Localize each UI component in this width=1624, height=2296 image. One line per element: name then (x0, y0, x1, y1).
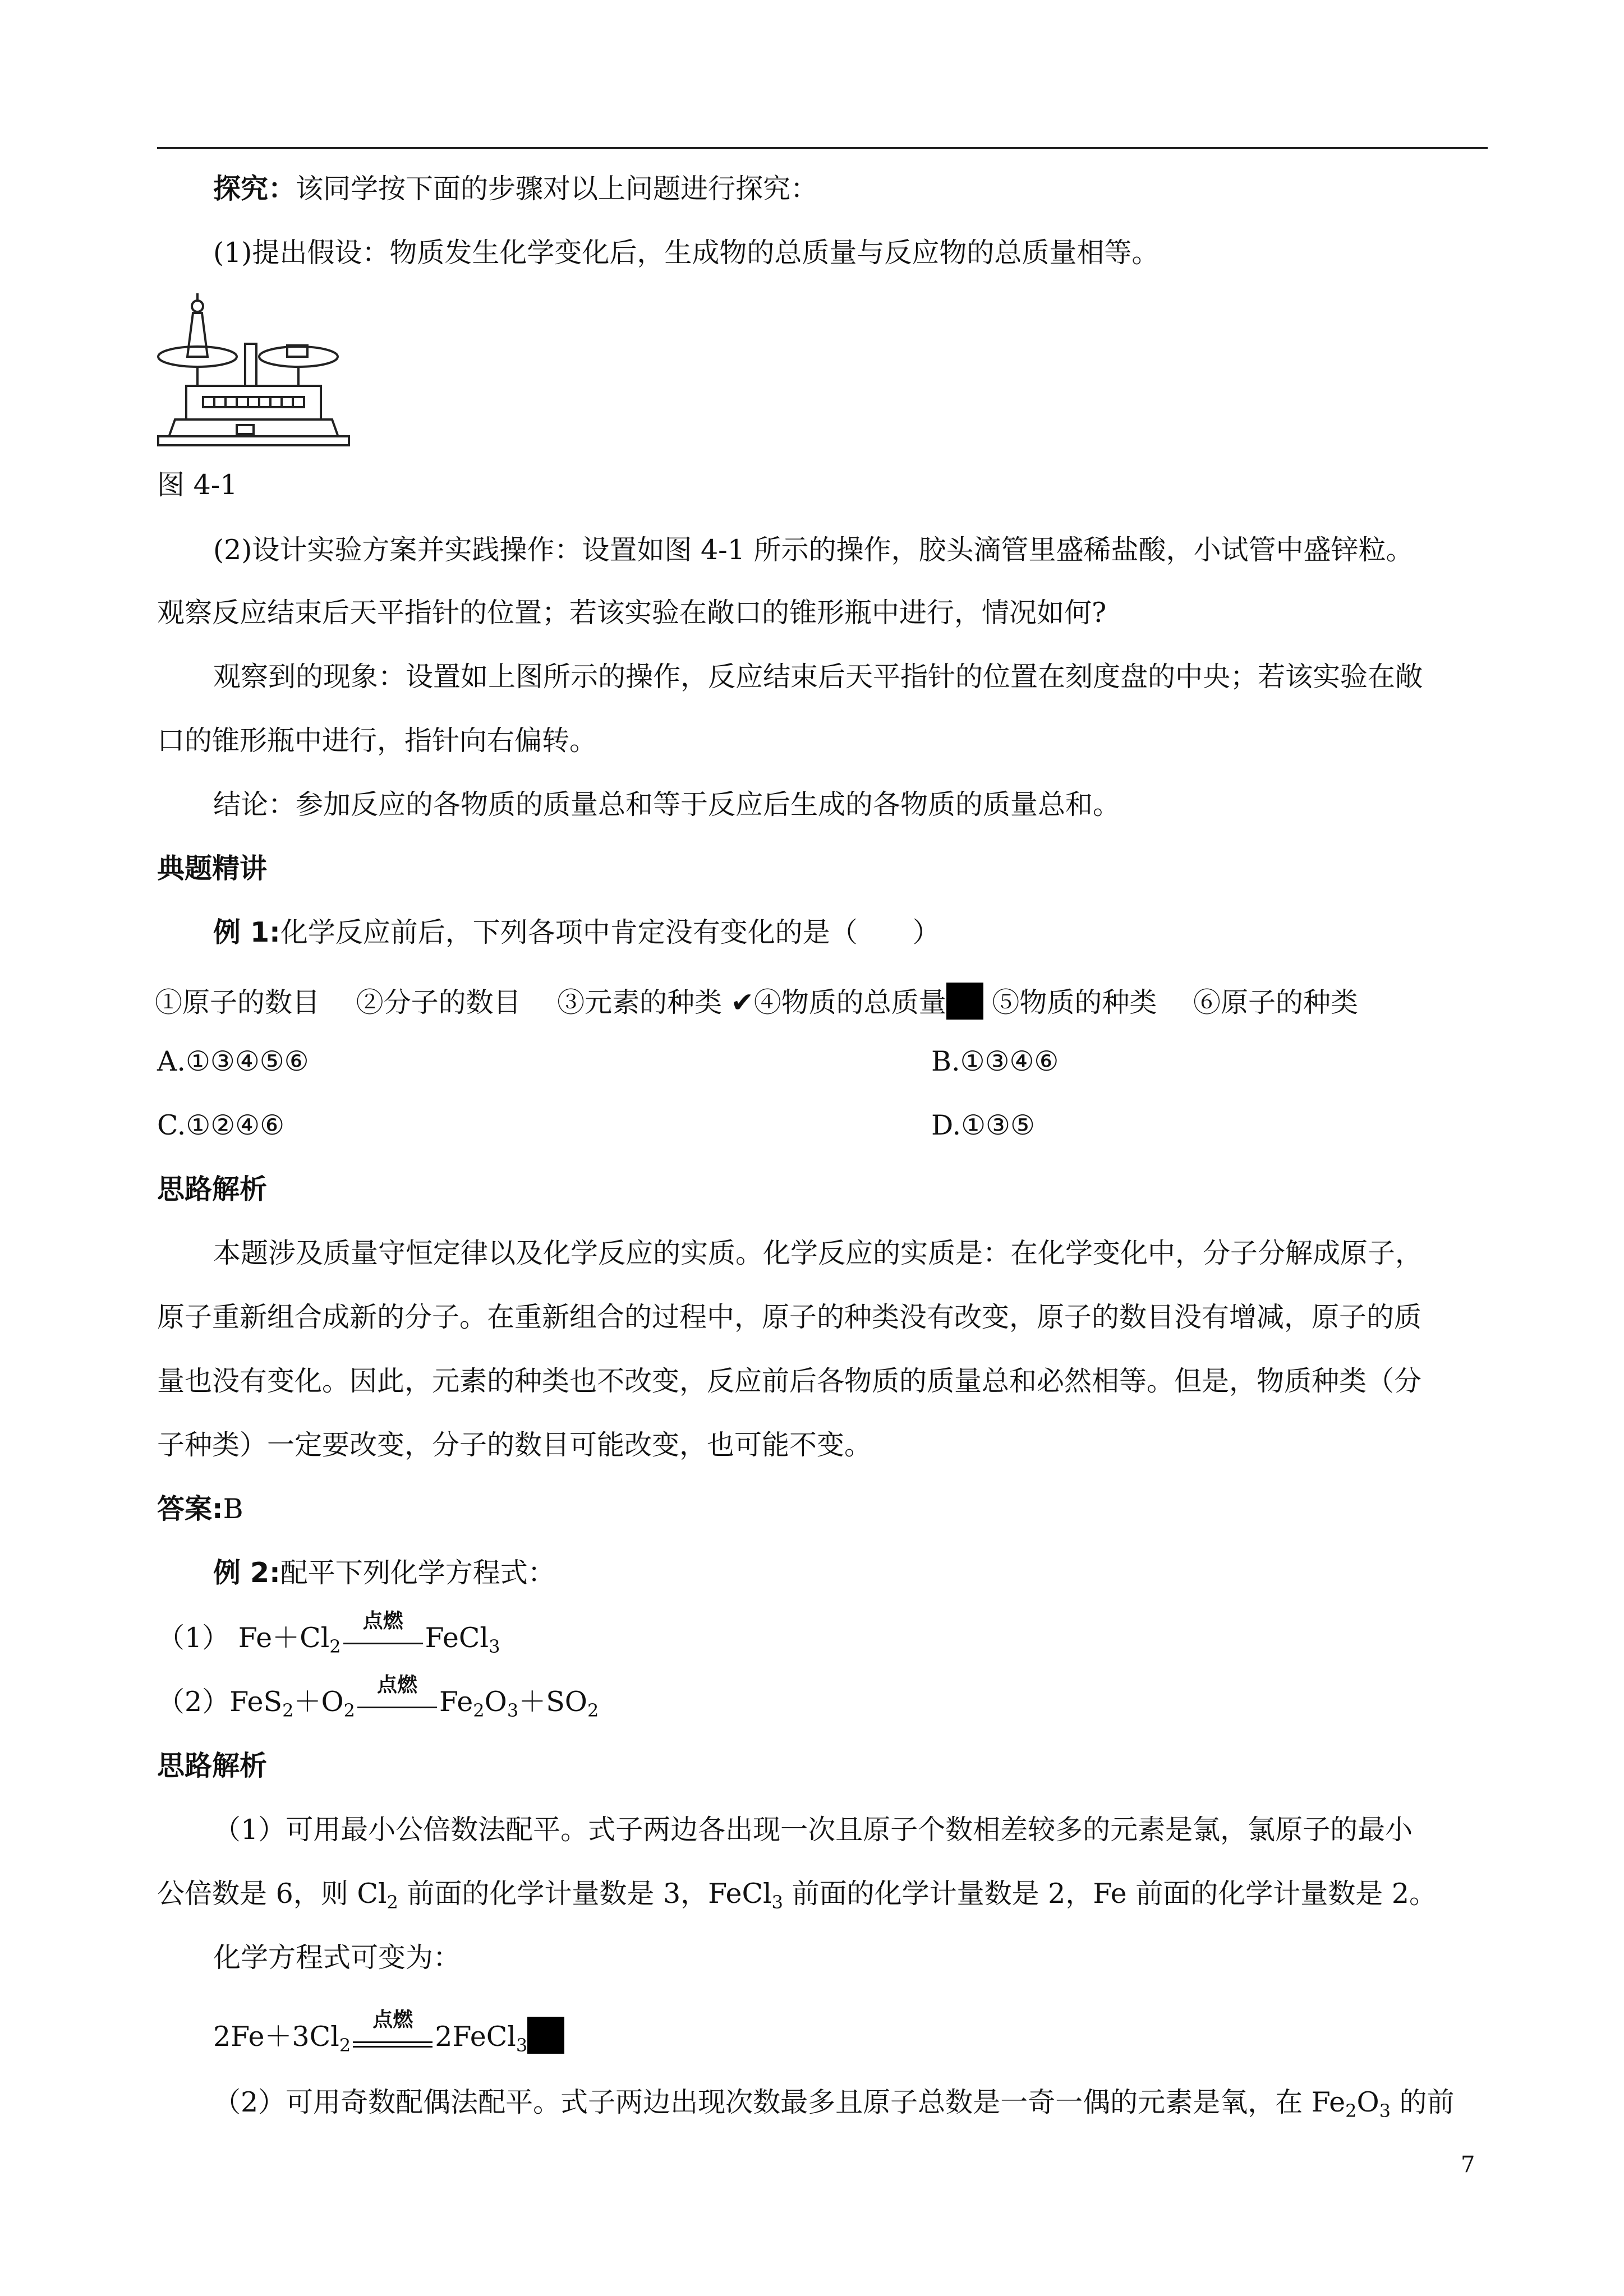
example1-items-a: ①原子的数目 ②分子的数目 ③元素的种类 (155, 986, 723, 1018)
equation-2: $(2)FeS_2+O_2$ 点燃 $Fe_2O_3+SO_2$ (157, 1673, 599, 1721)
explore-line (213, 173, 818, 205)
section-typical: 典题精讲 (157, 852, 268, 884)
analysis2-head: 思路解析 (157, 1750, 268, 1782)
example1-items-b: ⑤物质的种类 ⑥原子的种类 (992, 986, 1358, 1018)
header-rule (157, 147, 1488, 149)
example1-question-line (213, 916, 940, 948)
option-d: D.①③⑤ (931, 1109, 1035, 1141)
option-c: C.①②④⑥ (157, 1109, 285, 1141)
analysis1-line3: 量也没有变化。因此，元素的种类也不改变，反应前后各物质的质量总和必然相等。但是，物质种类（分 (157, 1365, 1422, 1397)
explore-step2-line2: 观察反应结束后天平指针的位置；若该实验在敞口的锥形瓶中进行，情况如何? (157, 597, 1107, 629)
eq1-number: （1） (157, 1622, 230, 1654)
explore-step2-line1: (2)设计实验方案并实践操作：设置如图 4-1 所示的操作，胶头滴管里盛稀盐酸，小试管中盛锌粒。 (213, 534, 1414, 566)
option-b: B.①③④⑥ (931, 1045, 1059, 1077)
analysis2-p1-line1: （1）可用最小公倍数法配平。式子两边各出现一次且原子个数相差较多的元素是氯，氯原子的最小 (213, 1814, 1413, 1846)
observe-line1: 观察到的现象：设置如上图所示的操作，反应结束后天平指针的位置在刻度盘的中央；若该实验在敞 (213, 661, 1423, 693)
eq1-condition: 点燃 (362, 1610, 403, 1633)
analysis2-p3-a: （2）可用奇数配偶法配平。式子两边出现次数最多且原子总数是一奇一偶的元素是氧，在 Fe (213, 2086, 1346, 2118)
analysis1-line4: 子种类）一定要改变，分子的数目可能改变，也可能不变。 (157, 1429, 872, 1461)
analysis2-p3-line1: （2）可用奇数配偶法配平。式子两边出现次数最多且原子总数是一奇一偶的元素是氧，在 $Fe_2O_3$ 的前 (213, 2086, 1455, 2122)
example2-question: 配平下列化学方程式： (280, 1557, 555, 1589)
example2-question-line (213, 1559, 555, 1587)
answer-head: 答案: (157, 1493, 223, 1525)
explore-head: 探究： (213, 173, 296, 205)
option-a: A.①③④⑤⑥ (157, 1045, 309, 1077)
example2-label: 例 2: (213, 1557, 280, 1589)
balanced-condition: 点燃 (372, 2008, 413, 2031)
analysis2-p3-b: O (1356, 2086, 1379, 2118)
page-number: 7 (1461, 2152, 1475, 2178)
eq2-arrow (355, 1673, 439, 1713)
analysis2-p2: 化学方程式可变为： (213, 1942, 461, 1974)
example1-item4: ④物质的总质量 (753, 986, 946, 1018)
analysis2-text-c: 前面的化学计量数是 2，Fe 前面的化学计量数是 2。 (783, 1878, 1437, 1910)
eq2-condition: 点燃 (376, 1673, 417, 1696)
equation-1: （1） $Fe+Cl_2$ 点燃 FeCl$_3$ (157, 1610, 500, 1657)
analysis2-p1-line2: 公倍数是 6，则 $Cl_2$ 前面的化学计量数是 3，FeCl$_3$ 前面的化学计量数是 2，Fe 前面的化学计量数是 2。 (157, 1878, 1437, 1913)
figure-caption: 图 4-1 (157, 469, 238, 501)
example1-label: 例 1: (213, 916, 280, 948)
answer-line (157, 1495, 243, 1523)
explore-step1: (1)提出假设：物质发生化学变化后，生成物的总质量与反应物的总质量相等。 (213, 237, 1160, 269)
balanced-equation: $2Fe+3Cl_2$ 点燃 2FeCl$_3$ (213, 2017, 564, 2054)
conclusion: 结论：参加反应的各物质的质量总和等于反应后生成的各物质的质量总和。 (213, 789, 1121, 820)
analysis2-text-a: 公倍数是 6，则 Cl (157, 1878, 387, 1910)
analysis2-p3-c: 的前 (1390, 2086, 1455, 2118)
redaction-block-2 (527, 2017, 564, 2054)
balance-figure (153, 291, 355, 448)
balanced-arrow (351, 2008, 435, 2048)
analysis1-head: 思路解析 (157, 1173, 268, 1205)
observe-line2: 口的锥形瓶中进行，指针向右偏转。 (157, 725, 597, 757)
check-icon: ✔ (730, 986, 754, 1018)
answer-value: B (223, 1493, 243, 1525)
analysis2-text-b: 前面的化学计量数是 3，FeCl (398, 1878, 772, 1910)
analysis1-line2: 原子重新组合成新的分子。在重新组合的过程中，原子的种类没有改变，原子的数目没有增减，原子的质 (157, 1301, 1422, 1333)
analysis1-line1: 本题涉及质量守恒定律以及化学反应的实质。化学反应的实质是：在化学变化中，分子分解成原子， (213, 1237, 1423, 1269)
example1-items (155, 983, 1358, 1020)
example1-question: 化学反应前后，下列各项中肯定没有变化的是（ ） (280, 916, 940, 948)
eq1-arrow (341, 1610, 425, 1649)
redaction-block (946, 983, 983, 1020)
eq2-number: （2） (157, 1686, 230, 1718)
explore-text: 该同学按下面的步骤对以上问题进行探究： (296, 173, 818, 205)
